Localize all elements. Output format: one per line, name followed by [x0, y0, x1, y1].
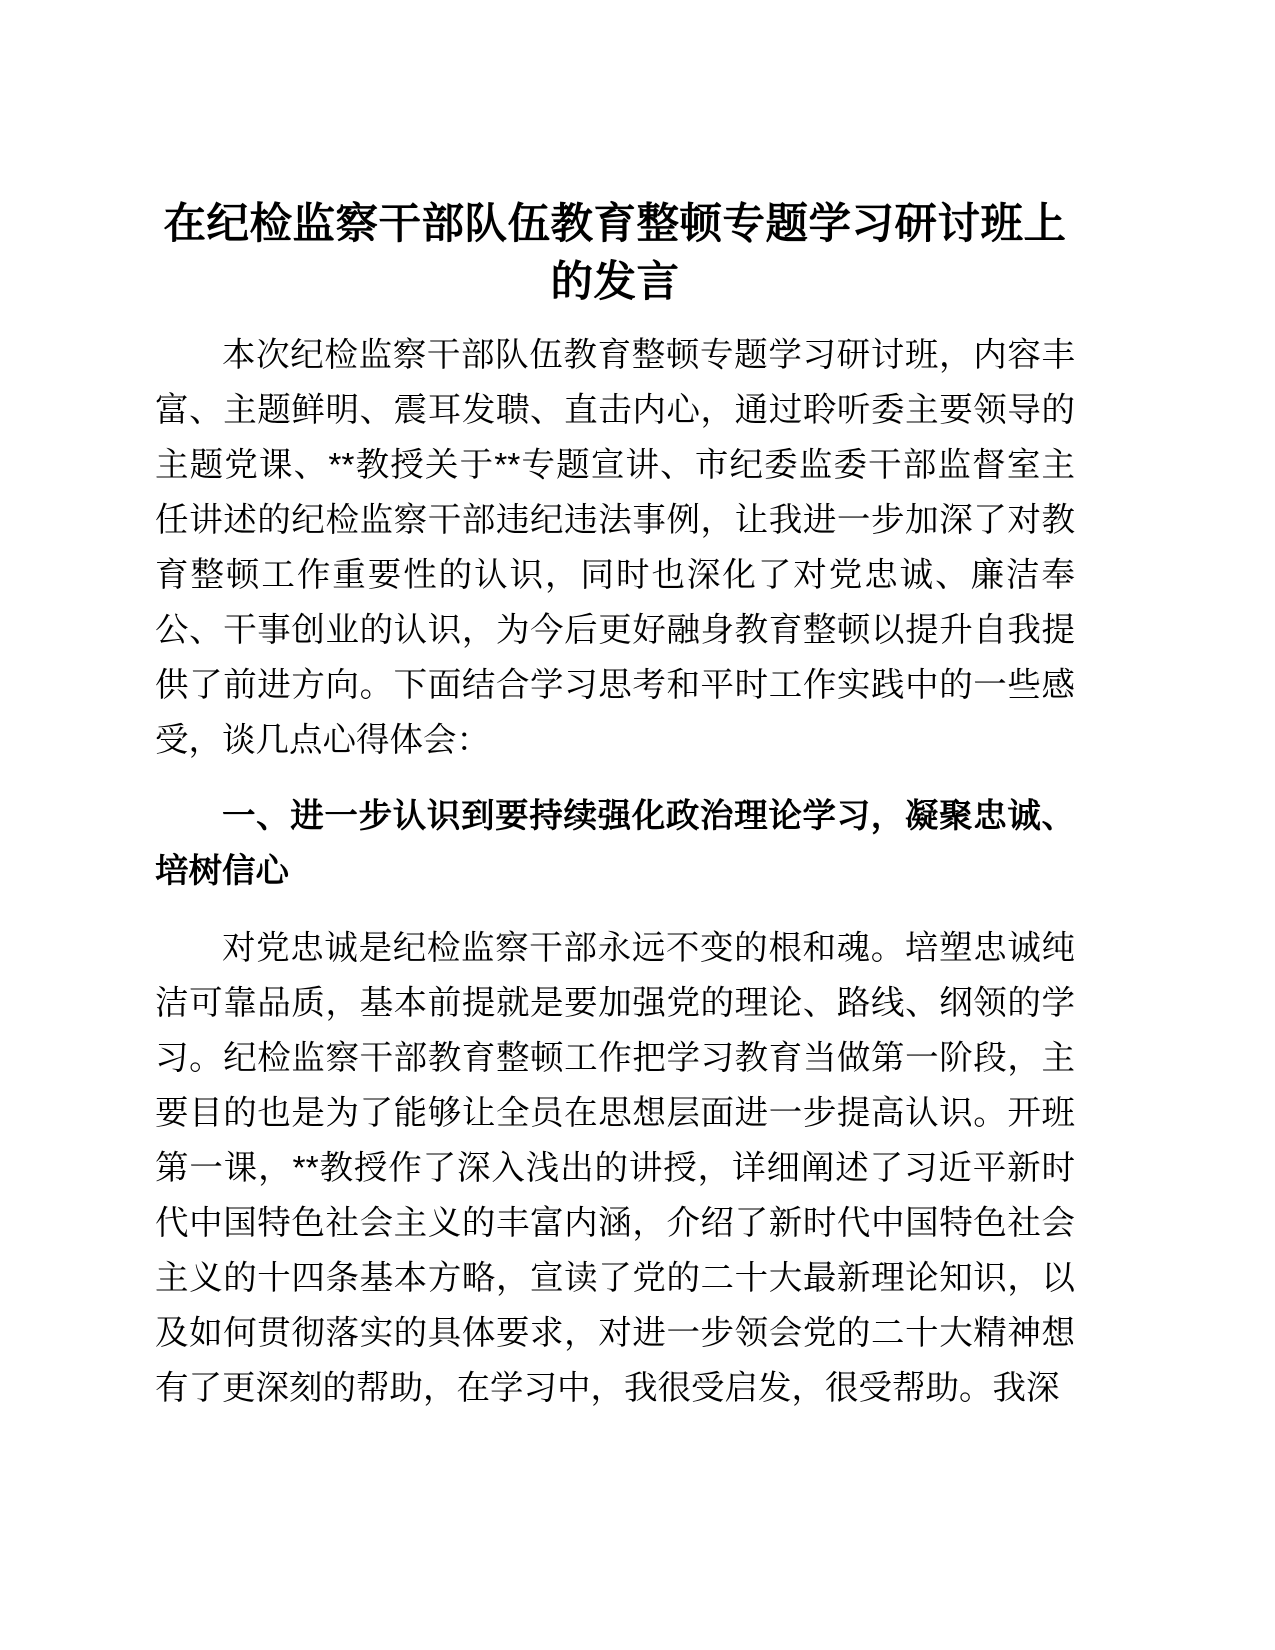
paragraph-section-one-body: 对党忠诚是纪检监察干部永远不变的根和魂。培塑忠诚纯洁可靠品质，基本前提就是要加强党的理论、路线、纲领的学习。纪检监察干部教育整顿工作把学习教育当做第一阶段，主要目的也是为了能够让全员在思想层面进一步提高认识。开班第一课，**教授作了深入浅出的讲授，详细阐述了习近平新时代中国特色社会主义的丰富内涵，介绍了新时代中国特色社会主义的十四条基本方略，宣读了党的二十大最新理论知识，以及如何贯彻落实的具体要求，对进一步领会党的二十大精神想有了更深刻的帮助，在学习中，我很受启发，很受帮助。我深 — [155, 929, 1075, 1408]
page-title: 在纪检监察干部队伍教育整顿专题学习研讨班上的发言 — [163, 201, 1067, 306]
section-heading-one: 一、进一步认识到要持续强化政治理论学习，凝聚忠诚、培树信心 — [155, 798, 1075, 891]
paragraph-intro: 本次纪检监察干部队伍教育整顿专题学习研讨班，内容丰富、主题鲜明、震耳发聩、直击内心，通过聆听委主要领导的主题党课、**教授关于**专题宣讲、市纪委监委干部监督室主任讲述的纪检监察干部违纪违法事例，让我进一步加深了对教育整顿工作重要性的认识，同时也深化了对党忠诚、廉洁奉公、干事创业的认识，为今后更好融身教育整顿以提升自我提供了前进方向。下面结合学习思考和平时工作实践中的一些感受，谈几点心得体会： — [155, 336, 1075, 760]
document-body — [155, 196, 1075, 1418]
